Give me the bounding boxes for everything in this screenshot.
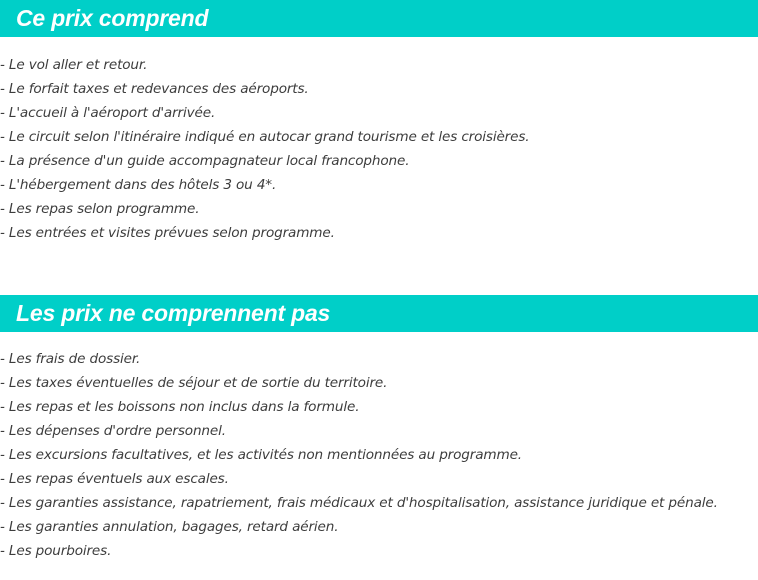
excluded-item: - Les garanties annulation, bagages, retard aérien. [0, 519, 339, 535]
excluded-section [0, 295, 758, 563]
included-item: - L'hébergement dans des hôtels 3 ou 4*. [0, 177, 277, 193]
included-item: - Les repas selon programme. [0, 201, 200, 217]
included-list [0, 37, 758, 245]
included-item: - Les entrées et visites prévues selon programme. [0, 225, 335, 241]
included-item: - L'accueil à l'aéroport d'arrivée. [0, 105, 216, 121]
excluded-heading: Les prix ne comprennent pas [0, 295, 758, 332]
excluded-item: - Les repas et les boissons non inclus dans la formule. [0, 399, 360, 415]
excluded-item: - Les excursions facultatives, et les activités non mentionnées au programme. [0, 447, 522, 463]
included-item: - La présence d'un guide accompagnateur local francophone. [0, 153, 410, 169]
included-item: - Le forfait taxes et redevances des aéroports. [0, 81, 309, 97]
excluded-list [0, 332, 758, 563]
excluded-item: - Les pourboires. [0, 543, 112, 559]
excluded-item: - Les taxes éventuelles de séjour et de sortie du territoire. [0, 375, 388, 391]
included-item: - Le circuit selon l'itinéraire indiqué en autocar grand tourisme et les croisières. [0, 129, 530, 145]
included-section [0, 0, 758, 245]
excluded-item: - Les repas éventuels aux escales. [0, 471, 229, 487]
included-heading: Ce prix comprend [0, 0, 758, 37]
excluded-item: - Les garanties assistance, rapatriement, frais médicaux et d'hospitalisation, assistance juridique et pénale. [0, 495, 718, 511]
included-item: - Le vol aller et retour. [0, 57, 148, 73]
excluded-item: - Les frais de dossier. [0, 351, 141, 367]
excluded-item: - Les dépenses d'ordre personnel. [0, 423, 226, 439]
